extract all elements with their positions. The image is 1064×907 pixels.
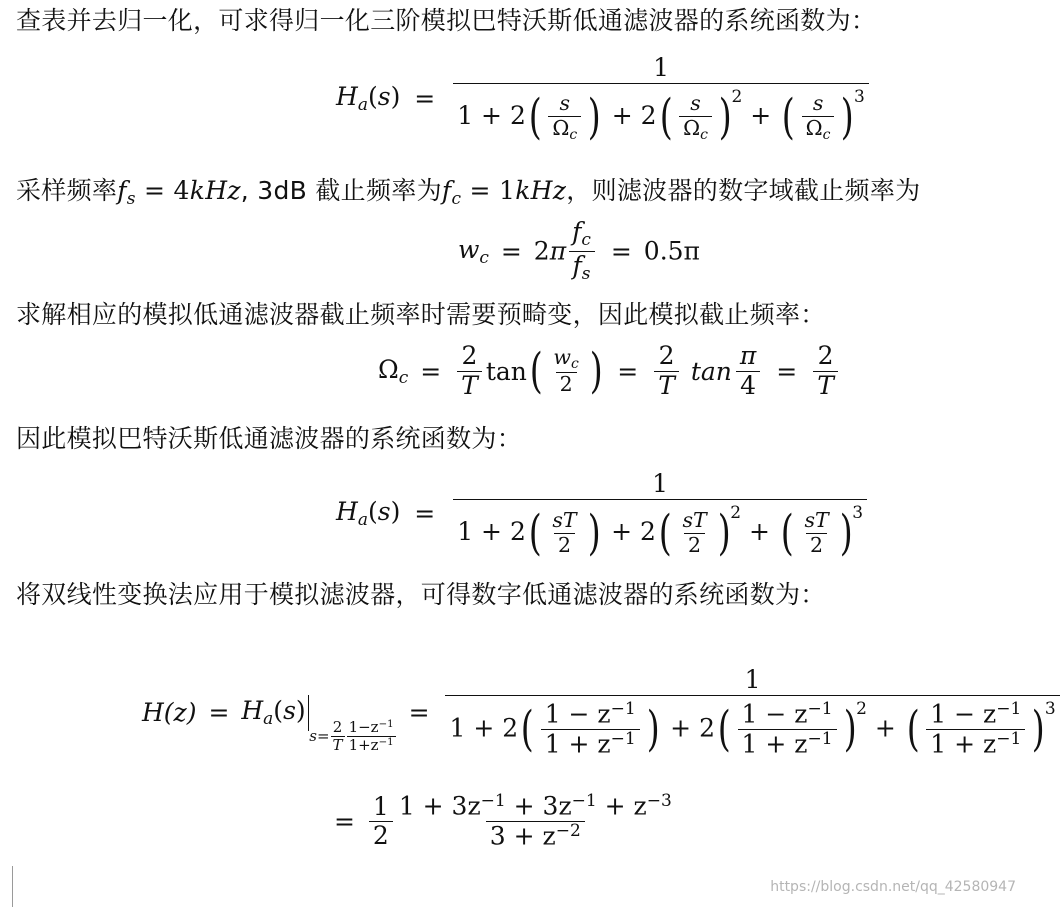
paragraph-4: 因此模拟巴特沃斯低通滤波器的系统函数为： <box>16 424 523 453</box>
equation-digital-cutoff: $w_c = 2\pi$ $\frac{f_c}{f_s}$ = 0.5π <box>458 217 700 284</box>
equation-ha-denormalized: $H_a(s)$ = 1 1 + 2( $\frac{sT}{2}$ ) + 2( $\frac{sT}{2}$ )$^2$ + ( $\frac{sT}{2}$ )$^3$ <box>336 470 871 557</box>
watermark: https://blog.csdn.net/qq_42580947 <box>770 879 1016 895</box>
page-margin-mark <box>0 866 13 907</box>
paragraph-1: 查表并去归一化，可求得归一化三阶模拟巴特沃斯低通滤波器的系统函数为： <box>16 6 877 35</box>
paragraph-3: 求解相应的模拟低通滤波器截止频率时需要预畸变，因此模拟截止频率： <box>16 300 826 329</box>
equation-prewarp: $\Omega_c$ = $\frac{2}{T}$ tan( $\frac{w_c}{2}$ ) = $\frac{2}{T}$ tan $\frac{\pi}{4}$ = $\frac{2}{T}$ <box>378 342 842 401</box>
equation-hz-simplified: = $\frac{1}{2}$ $\frac{1 + 3z^{-1} + 3z^{-1} + z^{-3}}{3 + z^{-2}}$ <box>334 791 672 851</box>
paragraph-5: 将双线性变换法应用于模拟滤波器，可得数字低通滤波器的系统函数为： <box>16 580 826 609</box>
equation-hz-bilinear: $H(z) = H_a(s)$ s = $\frac{2}{T}$ $\frac{1-z^{-1}}{1+z^{-1}}$ = 1 1 + 2( $\frac{1 - z^{-1}}{1 + z^{-1}}$ ) + 2( $\frac{1 - z^{-1}}{1 + z^{-1}}$ )$^2$ + ( $\frac{1 - z^{-1}}{1 + z^{-1}}$ )$^3$ <box>142 666 1064 759</box>
paragraph-2: 采样频率$f_s = 4kHz$, 3dB 截止频率为$f_c = 1kHz$，则滤波器的数字域截止频率为 <box>16 176 921 210</box>
equation-ha-normalized: $H_a(s)$ = 1 1 + 2( $\frac{s}{\Omega_c}$ ) + 2( $\frac{s}{\Omega_c}$ )$^2$ + ( $\frac{s}{\Omega_c}$ )$^3$ <box>336 54 873 143</box>
